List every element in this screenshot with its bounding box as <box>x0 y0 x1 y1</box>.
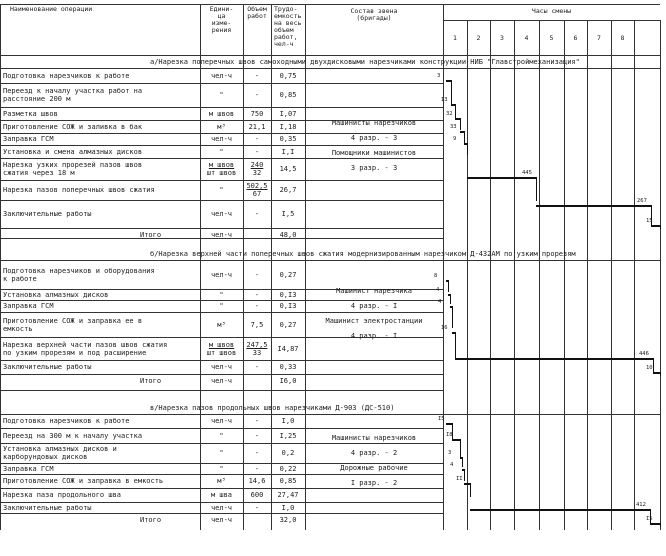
volume-value: - <box>254 270 260 279</box>
operation-name: Подготовка нарезчиков к работе <box>3 72 130 80</box>
unit-value: м³ <box>217 477 226 485</box>
unit-value: м³ <box>217 320 226 329</box>
section-title-border <box>0 68 660 69</box>
gantt-step <box>460 439 461 457</box>
gantt-step <box>464 469 465 481</box>
hour-number-5: 5 <box>549 34 554 42</box>
gantt-label: 3 <box>448 450 452 456</box>
row-border <box>0 200 443 201</box>
crew-line: Машинисты нарезчиков <box>331 433 417 442</box>
crew-line: 4 разр. - I <box>350 302 398 310</box>
total-unit: чел-ч <box>210 377 233 385</box>
operation-name: сжатия через 18 м <box>3 169 75 177</box>
gantt-step <box>660 523 661 527</box>
volume-value: - <box>254 72 260 80</box>
section-title: в/Нарезка пазов продольных швов нарезчиками Д-903 (ДС-510) <box>150 404 395 412</box>
gantt-bar <box>650 523 660 525</box>
volume-value: - <box>254 147 260 156</box>
hour-column-border <box>539 20 540 530</box>
labor-value: 0,85 <box>279 477 297 485</box>
header-volume: Объем <box>247 5 267 13</box>
row-border <box>0 360 443 361</box>
gantt-bar <box>467 177 536 179</box>
operation-name: Установка алмазных дисков <box>3 290 109 299</box>
operation-name: Нарезка узких прорезей пазов швов <box>3 161 143 169</box>
unit-value: чел-ч <box>210 270 233 279</box>
volume-value: - <box>254 503 260 512</box>
unit-value: чел-ч <box>210 210 233 218</box>
gantt-label: 32 <box>446 111 453 117</box>
unit-value: чел-ч <box>210 135 233 143</box>
gantt-label: 4 <box>450 462 454 468</box>
gantt-step <box>452 306 453 328</box>
gantt-label: 16 <box>441 325 448 331</box>
gantt-label: 9 <box>453 136 457 142</box>
labor-value: 0,33 <box>279 363 297 371</box>
operation-name: Нарезка пазов поперечных швов сжатия <box>3 186 155 194</box>
row-border <box>0 443 443 444</box>
hour-number-3: 3 <box>500 34 504 42</box>
gantt-label: 267 <box>637 198 647 204</box>
volume-value: - <box>254 417 260 425</box>
unit-value: " <box>219 91 224 99</box>
header-labor: работ, <box>274 33 298 41</box>
gantt-step <box>460 118 461 130</box>
row-border <box>0 158 443 159</box>
gantt-label: II <box>456 476 463 482</box>
header-hours: Часы смены <box>531 7 572 15</box>
labor-value: 0,75 <box>279 72 297 80</box>
volume-value: - <box>254 431 260 440</box>
volume-value: - <box>254 302 260 310</box>
volume-value: 240 <box>250 161 264 169</box>
unit-value: " <box>219 431 224 440</box>
operation-name: к работе <box>3 274 37 283</box>
crew-line: 3 разр. - 3 <box>350 163 398 172</box>
gantt-label: I5 <box>646 516 653 522</box>
row-border <box>0 428 443 429</box>
crew-line: Дорожные рабочие <box>340 463 408 472</box>
gantt-label: I5 <box>438 416 445 422</box>
operation-name: Установка и смена алмазных дисков <box>3 147 143 156</box>
unit-value: " <box>219 464 224 473</box>
volume-value: 67 <box>252 190 262 198</box>
labor-value: I,0 <box>281 417 295 425</box>
total-value: 32,0 <box>279 516 297 524</box>
operation-name: Приготовление СОЖ и заливка в бак <box>3 122 143 131</box>
unit-value: чел-ч <box>210 72 233 80</box>
operation-name: Заключительные работы <box>3 210 92 218</box>
volume-value: - <box>254 210 260 218</box>
unit-value: шт швов <box>206 348 237 357</box>
section-title-border <box>0 414 660 415</box>
row-border <box>0 513 443 514</box>
gantt-label: 8 <box>434 273 438 279</box>
operation-name: Разметка швов <box>3 109 58 118</box>
section-title: б/Нарезка верхней части поперечных швов сжатия модернизированным нарезчиком Д-432АМ по узким прорезям <box>150 250 576 258</box>
operation-name: емкость <box>3 324 33 333</box>
gantt-label: I8 <box>446 432 453 438</box>
gantt-bar <box>470 509 650 511</box>
volume-value: - <box>254 363 260 371</box>
operation-name: Заключительные работы <box>3 503 92 512</box>
crew-line: 4 разр. - I <box>350 332 398 340</box>
hour-number-8: 8 <box>620 34 625 42</box>
volume-value: 247,5 <box>246 340 268 349</box>
header-unit: изме- <box>211 19 232 27</box>
volume-value: 750 <box>250 109 264 118</box>
gantt-label: 446 <box>639 351 649 357</box>
operation-name: Подготовка нарезчиков к работе <box>3 417 130 425</box>
unit-value: м³ <box>217 122 226 131</box>
labor-value: I,18 <box>279 122 297 131</box>
gantt-bar <box>536 205 651 207</box>
volume-value: - <box>254 449 260 457</box>
operation-name: Подготовка нарезчиков и оборудования <box>3 266 155 275</box>
hour-column-border <box>587 20 588 530</box>
header-labor: емкость <box>274 12 302 20</box>
gantt-bar <box>653 372 660 374</box>
gantt-label: 3 <box>437 73 441 79</box>
gantt-step <box>462 457 463 467</box>
row-border <box>0 488 443 489</box>
header-operation: Наименование операции <box>10 5 93 13</box>
crew-line: Машинист нарезчика <box>336 287 412 295</box>
gantt-label: 4 <box>436 287 440 293</box>
row-border <box>0 145 443 146</box>
gantt-step <box>653 358 654 372</box>
unit-value: " <box>219 302 224 310</box>
total-label: Итого <box>140 231 162 239</box>
header-labor: объем <box>274 26 294 34</box>
header-crew: Состав звена <box>350 7 398 15</box>
gantt-step <box>660 225 661 229</box>
hour-column-border <box>514 20 515 530</box>
gantt-step <box>448 280 449 292</box>
crew-line: 4 разр. - 2 <box>350 448 398 457</box>
gantt-step <box>464 131 465 143</box>
gantt-step <box>660 372 661 376</box>
row-border <box>0 300 443 301</box>
hour-column-border <box>467 20 468 530</box>
labor-value: 0,22 <box>279 464 297 473</box>
gantt-label: 4 <box>438 299 442 305</box>
total-unit: чел-ч <box>210 231 233 239</box>
gantt-step <box>451 80 452 104</box>
total-value: I6,0 <box>279 377 297 385</box>
unit-value: м швов <box>208 340 235 349</box>
operation-name: по узким прорезям и под расширение <box>3 348 147 357</box>
labor-value: 0,2 <box>281 449 295 457</box>
volume-value: 600 <box>250 491 264 499</box>
total-unit: чел-ч <box>210 516 233 524</box>
operation-name: Заключительные работы <box>3 363 92 371</box>
unit-value: " <box>219 186 224 194</box>
operation-name: расстояние 200 м <box>3 95 71 103</box>
labor-value: I4,87 <box>277 344 299 353</box>
labor-value: I,25 <box>279 431 297 440</box>
row-border <box>0 374 443 375</box>
volume-value: - <box>254 290 260 299</box>
unit-value: " <box>219 290 224 299</box>
labor-value: 27,47 <box>277 491 299 499</box>
volume-value: 7,5 <box>250 320 264 329</box>
gantt-label: I3 <box>441 97 448 103</box>
hour-number-6: 6 <box>573 34 578 42</box>
operation-name: Переезд на 300 м к началу участка <box>3 431 143 440</box>
gantt-label: 445 <box>522 170 532 176</box>
table-top-border <box>0 4 660 5</box>
hour-number-7: 7 <box>597 34 601 42</box>
operation-name: карборундовых дисков <box>3 453 88 461</box>
row-border <box>0 107 443 108</box>
header-labor: чел-ч <box>274 40 294 48</box>
header-volume: работ <box>247 12 267 20</box>
row-border <box>0 228 443 229</box>
volume-value: - <box>254 91 260 99</box>
volume-value: - <box>254 464 260 473</box>
gantt-step <box>450 294 451 304</box>
labor-value: 14,5 <box>279 165 297 173</box>
volume-value: 32 <box>252 169 262 177</box>
total-border <box>0 390 443 391</box>
section-title: а/Нарезка поперечных швов самоходными двухдисковыми нарезчиками конструкции НИБ "Главстроймеханизация" <box>150 58 580 66</box>
header-unit: Едини- <box>209 5 234 13</box>
volume-value: - <box>254 135 260 143</box>
labor-value: I,I <box>281 147 295 156</box>
gantt-bar <box>452 439 460 441</box>
total-value: 48,0 <box>279 231 297 239</box>
operation-name: Приготовление СОЖ и заправка в емкость <box>3 477 164 485</box>
labor-value: 0,27 <box>279 320 297 329</box>
hour-number-4: 4 <box>524 34 529 42</box>
operation-name: Приготовление СОЖ и заправка ее в <box>3 316 143 325</box>
operation-name: Нарезка паза продольного шва <box>3 491 122 499</box>
volume-value: 502,5 <box>246 182 268 190</box>
hour-number-1: 1 <box>453 34 457 42</box>
header-bottom-border <box>0 55 660 56</box>
total-label: Итого <box>140 516 162 524</box>
unit-value: м шва <box>210 491 233 499</box>
hour-column-border <box>660 20 661 530</box>
row-border <box>0 83 443 84</box>
hour-column-border <box>634 20 635 530</box>
section-title-border <box>0 260 660 261</box>
unit-value: м швов <box>208 161 235 169</box>
labor-value: 26,7 <box>279 186 297 194</box>
gantt-label: 15 <box>646 218 653 224</box>
operation-name: Установка алмазных дисков и <box>3 445 117 453</box>
gantt-bar <box>651 225 660 227</box>
unit-value: м швов <box>208 109 235 118</box>
labor-value: I,07 <box>279 109 297 118</box>
crew-line: Машинист электростанции <box>325 317 423 325</box>
volume-value: 14,6 <box>248 477 266 485</box>
unit-value: " <box>219 147 224 156</box>
gantt-label: 412 <box>636 502 646 508</box>
gantt-step <box>467 143 468 155</box>
labor-value: 0,35 <box>279 135 297 143</box>
volume-value: 33 <box>252 348 262 357</box>
labor-value: 0,85 <box>279 91 297 99</box>
crew-line: Машинисты нарезчиков <box>331 118 417 127</box>
labor-value: 0,27 <box>279 270 297 279</box>
hour-column-border <box>490 20 491 530</box>
unit-value: чел-ч <box>210 417 233 425</box>
operation-name: Заправка ГСМ <box>3 302 54 310</box>
gantt-step <box>455 332 456 358</box>
volume-value: 21,1 <box>248 122 266 131</box>
gantt-step <box>455 104 456 118</box>
labor-value: 0,I3 <box>279 302 297 310</box>
header-labor: на весь <box>274 19 302 27</box>
gantt-step <box>536 177 537 201</box>
header-unit: ца <box>217 12 226 20</box>
unit-value: " <box>219 449 224 457</box>
row-border <box>0 180 443 181</box>
gantt-label: 10 <box>646 365 653 371</box>
hour-column-border <box>611 20 612 530</box>
labor-value: I,5 <box>281 210 295 218</box>
row-border <box>0 312 443 313</box>
operation-name: Переезд к началу участка работ на <box>3 87 143 95</box>
labor-value: I,0 <box>281 503 295 512</box>
unit-value: чел-ч <box>210 363 233 371</box>
hour-column-border <box>564 20 565 530</box>
crew-line: Помощники машинистов <box>331 148 417 157</box>
header-crew: (бригады) <box>356 14 392 22</box>
header-unit: рения <box>211 26 232 34</box>
operation-name: Нарезка верхней части пазов швов сжатия <box>3 340 168 349</box>
crew-line: 4 разр. - 3 <box>350 133 398 142</box>
hour-number-2: 2 <box>476 34 481 42</box>
gantt-label: 33 <box>450 124 457 130</box>
crew-line: I разр. - 2 <box>350 478 398 487</box>
hours-divider <box>443 20 660 21</box>
unit-value: шт швов <box>206 169 237 177</box>
operation-name: Заправка ГСМ <box>3 135 54 143</box>
total-border <box>0 238 443 239</box>
gantt-step <box>470 483 471 497</box>
header-labor: Трудо- <box>274 5 298 13</box>
gantt-bar <box>455 358 653 360</box>
labor-value: 0,I3 <box>279 290 297 299</box>
row-border <box>0 474 443 475</box>
unit-value: чел-ч <box>210 503 233 512</box>
operation-name: Заправка ГСМ <box>3 464 54 473</box>
total-label: Итого <box>140 377 162 385</box>
